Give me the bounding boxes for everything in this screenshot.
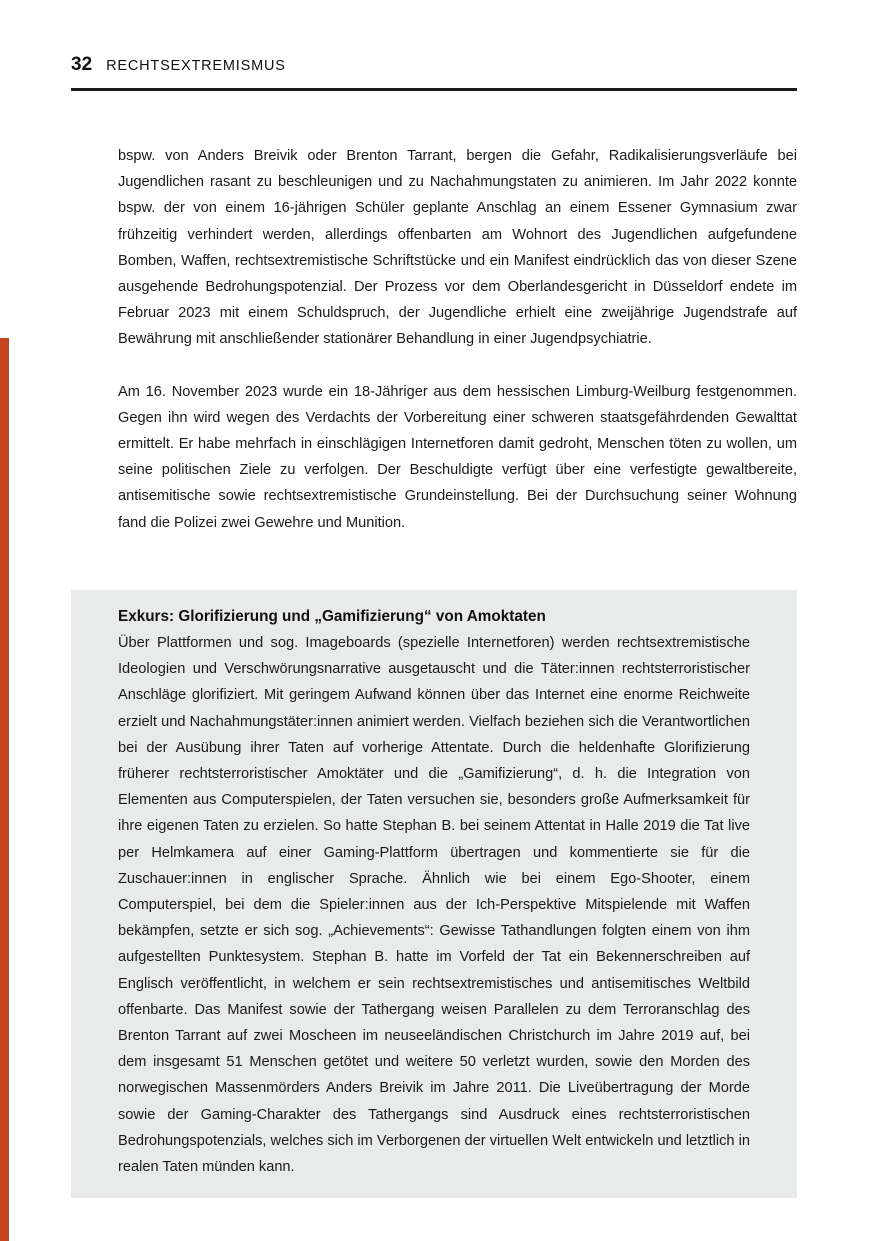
excursus-box xyxy=(71,590,797,1198)
excursus-title: Exkurs: Glorifizierung und „Gamifizierung“ von Amoktaten xyxy=(118,608,546,625)
page-edge-accent-bar xyxy=(0,338,9,1241)
page-header xyxy=(71,54,797,76)
page-number: 32 xyxy=(71,54,93,75)
paragraph: bspw. von Anders Breivik oder Brenton Tarrant, bergen die Gefahr, Radikalisierungsverläufe bei Jugendlichen rasant zu beschleunigen und zu Nachahmungstaten zu animieren. Im Jahr 2022 konnte bspw. der von einem 16-jährigen Schüler geplante Anschlag an einem Essener Gymnasium zwar frühzeitig verhindert werden, allerdings offenbarten am Wohnort des Jugendlichen aufgefundene Bomben, Waffen, rechtsextremistische Schriftstücke und ein Manifest eindrücklich das von dieser Szene ausgehende Bedrohungspotenzial. Der Prozess vor dem Oberlandesgericht in Düsseldorf endete im Februar 2023 mit einem Schuldspruch, der Jugendliche erhielt eine zweijährige Jugendstrafe auf Bewährung mit anschließender stationärer Behandlung in einer Jugendpsychiatrie. xyxy=(118,148,797,348)
excursus-text: Über Plattformen und sog. Imageboards (spezielle Internetforen) werden rechtsextremistische Ideologien und Verschwörungsnarrative ausgetauscht und die Täter:innen rechtsterroristischer Anschläge glorifiziert. Mit geringem Aufwand können über das Internet eine enorme Reichweite erzielt und Nachahmungstäter:innen animiert werden. Vielfach beziehen sich die Verantwortlichen bei der Ausübung ihrer Taten auf vorherige Attentate. Durch die heldenhafte Glorifizierung früherer rechtsterroristischer Amoktäter und die „Gamifizierung“, d. h. die Integration von Elementen aus Computerspielen, der Taten versuchen sie, besonders große Aufmerksamkeit für ihre eigenen Taten zu erzielen. So hatte Stephan B. bei seinem Attentat in Halle 2019 die Tat live per Helmkamera auf einer Gaming-Plattform übertragen und kommentierte sie für die Zuschauer:innen in englischer Sprache. Ähnlich wie bei einem Ego-Shooter, einem Computerspiel, bei dem die Spieler:innen aus der Ich-Perspektive Mitspielende mit Waffen bekämpfen, setzte er sich sog. „Achievements“: Gewisse Tathandlungen folgten einem von ihm aufgestellten Punktesystem. Stephan B. hatte im Vorfeld der Tat ein Bekennerschreiben auf Englisch veröffentlicht, in welchem er sein rechtsextremistisches und antisemitisches Weltbild offenbarte. Das Manifest sowie der Tathergang weisen Parallelen zu dem Terroranschlag des Brenton Tarrant auf zwei Moscheen im neuseeländischen Christchurch im Jahre 2019 auf, bei dem insgesamt 51 Menschen getötet und weitere 50 verletzt wurden, sowie den Morden des norwegischen Massenmörders Anders Breivik im Jahre 2011. Die Liveübertragung der Morde sowie der Gaming-Charakter des Tathergangs sind Ausdruck eines rechtsterroristischen Bedrohungspotenzials, welches sich im Verborgenen der virtuellen Welt entwickeln und letztlich in realen Taten münden kann. xyxy=(118,635,750,1176)
paragraph: Am 16. November 2023 wurde ein 18-Jähriger aus dem hessischen Limburg-Weilburg festgenommen. Gegen ihn wird wegen des Verdachts der Vorbereitung einer schweren staatsgefährdenden Gewalttat ermittelt. Er habe mehrfach in einschlägigen Internetforen damit gedroht, Menschen töten zu wollen, um seine politischen Ziele zu verfolgen. Der Beschuldigte verfügt über eine verfestigte gewaltbereite, antisemitische sowie rechtsextremistische Grundeinstellung. Bei der Durchsuchung seiner Wohnung fand die Polizei zwei Gewehre und Munition. xyxy=(118,383,797,531)
header-divider xyxy=(71,88,797,91)
running-title: RECHTSEXTREMISMUS xyxy=(106,58,286,74)
body-text-column xyxy=(118,143,797,536)
